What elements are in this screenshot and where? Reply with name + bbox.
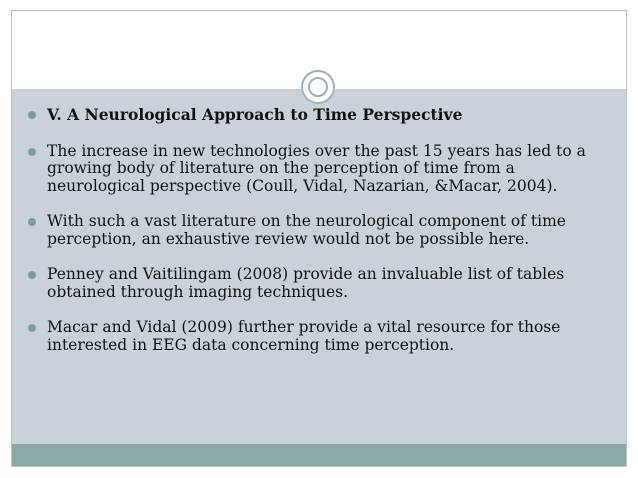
bullet-item-heading xyxy=(28,106,613,124)
bullet-item xyxy=(28,319,613,354)
bullet-text: With such a vast literature on the neurological component of time perception, an exhaustive review would not be possible here. xyxy=(47,212,566,248)
bullet-text: The increase in new technologies over the past 15 years has led to a growing body of literature on the perception of time from a neurological perspective (Coull, Vidal, Nazarian, &Macar, 2004). xyxy=(47,141,586,195)
double-circle-icon xyxy=(301,70,335,104)
bullet-item xyxy=(28,213,613,248)
filled-circle-bullet-icon xyxy=(28,111,36,119)
double-circle-inner xyxy=(308,77,328,97)
bullet-list xyxy=(28,106,613,372)
filled-circle-bullet-icon xyxy=(28,271,36,279)
filled-circle-bullet-icon xyxy=(28,218,36,226)
filled-circle-bullet-icon xyxy=(28,324,36,332)
bullet-item xyxy=(28,266,613,301)
bullet-text: Penney and Vaitilingam (2008) provide an invaluable list of tables obtained through imaging techniques. xyxy=(47,265,565,301)
bullet-item xyxy=(28,143,613,196)
bullet-text: V. A Neurological Approach to Time Perspective xyxy=(47,105,463,124)
bullet-text: Macar and Vidal (2009) further provide a vital resource for those interested in EEG data concerning time perception. xyxy=(47,318,561,354)
filled-circle-bullet-icon xyxy=(28,148,36,156)
